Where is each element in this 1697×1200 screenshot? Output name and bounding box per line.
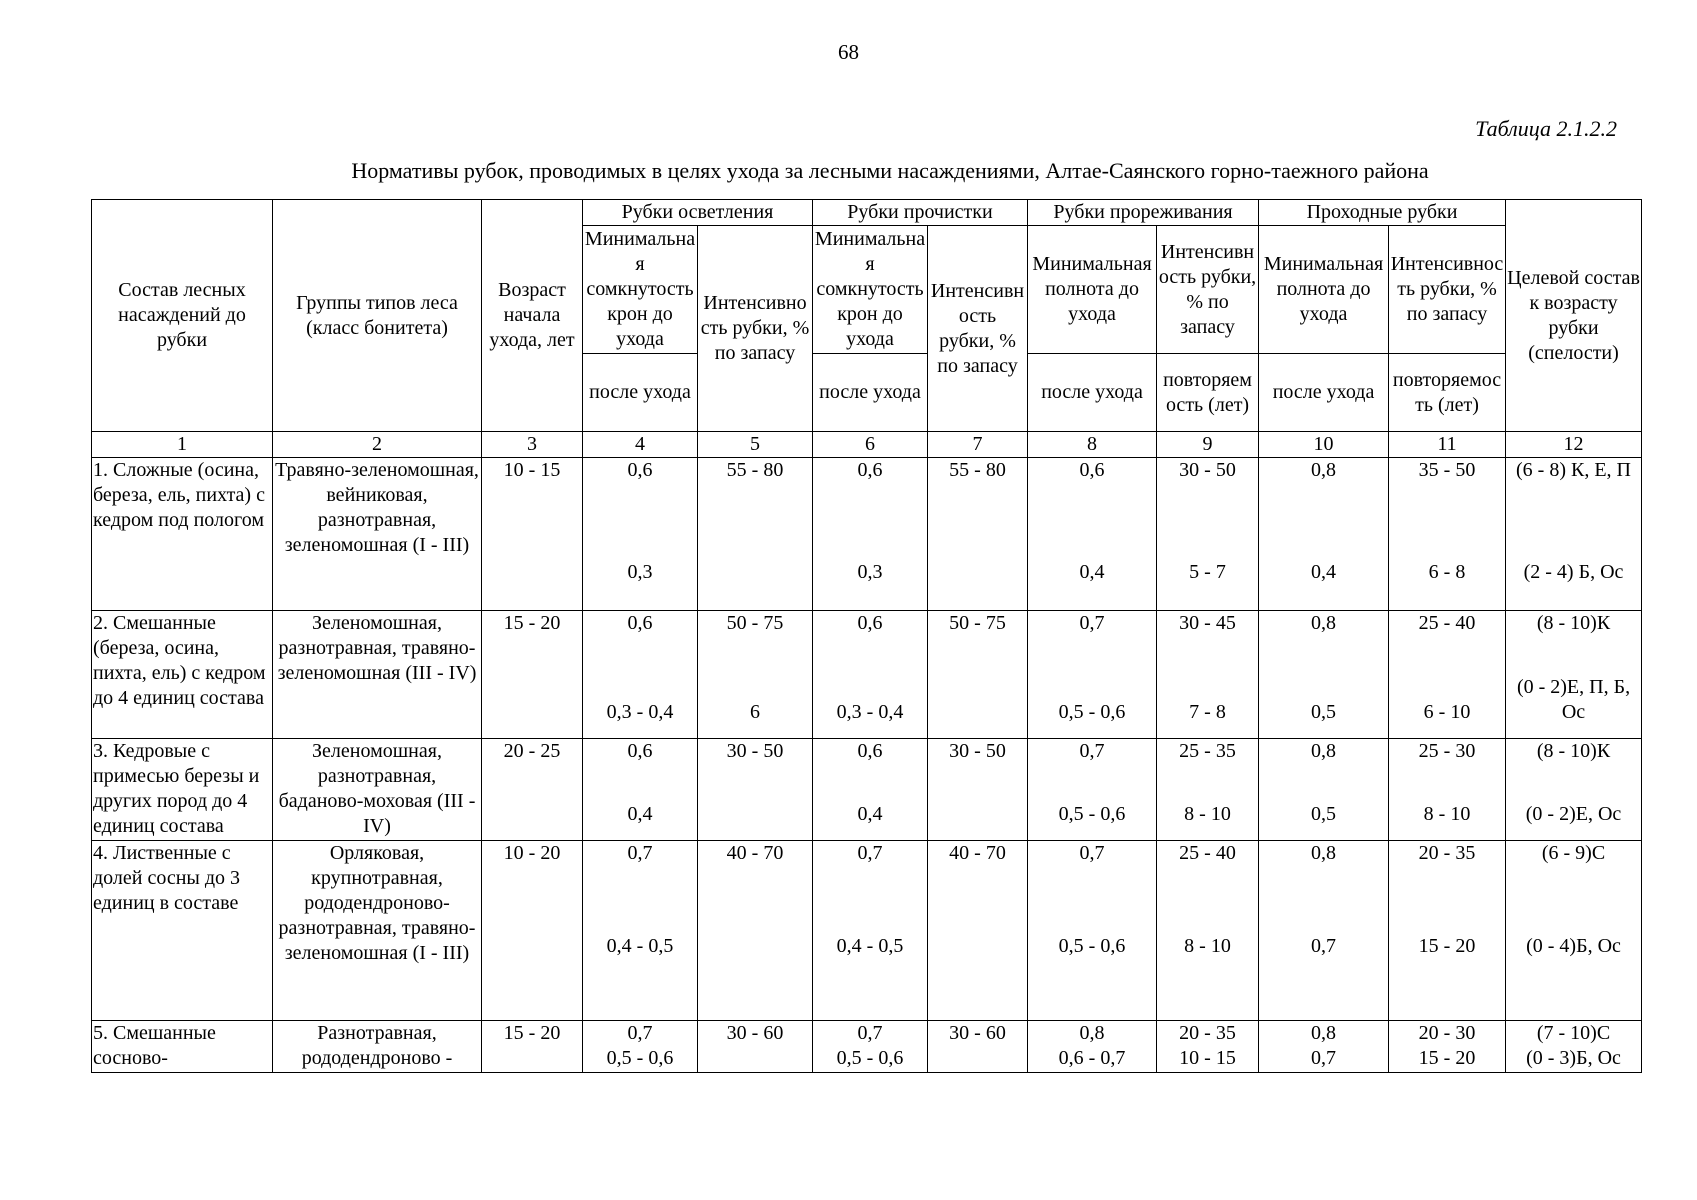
c9-value-top: 20 - 35 <box>1179 1022 1236 1044</box>
c6-cell <box>813 739 928 841</box>
c9-cell <box>1157 611 1259 739</box>
c12-value-bottom: (0 - 2)Е, П, Б, Ос <box>1516 676 1631 723</box>
c4-value-bottom: 0,4 - 0,5 <box>606 935 674 957</box>
c11-value-top: 35 - 50 <box>1418 459 1476 481</box>
c9-value-bottom: 7 - 8 <box>1189 701 1226 723</box>
c9-cell <box>1157 739 1259 841</box>
c5-cell <box>698 739 813 841</box>
c8-value-bottom: 0,5 - 0,6 <box>1058 701 1126 723</box>
c6-cell <box>813 458 928 611</box>
c10-value-bottom: 0,7 <box>1311 1047 1337 1069</box>
c8-cell <box>1028 841 1157 1021</box>
c11-value-top: 25 - 40 <box>1418 612 1476 634</box>
column-number: 2 <box>273 432 482 458</box>
c7-value-top: 50 - 75 <box>949 612 1006 634</box>
c5-cell <box>698 1021 813 1073</box>
c10-value-top: 0,8 <box>1311 740 1337 762</box>
c12-value-top: (8 - 10)К <box>1536 740 1611 762</box>
c5-cell <box>698 458 813 611</box>
c10-value-top: 0,8 <box>1311 459 1337 481</box>
c8-value-bottom: 0,6 - 0,7 <box>1058 1047 1126 1069</box>
c8-cell <box>1028 739 1157 841</box>
c10-cell <box>1259 458 1389 611</box>
c4-value-top: 0,6 <box>627 459 653 481</box>
header-c10-top: Минимальная полнота до ухода <box>1259 226 1389 354</box>
c11-cell <box>1389 611 1506 739</box>
column-number: 10 <box>1259 432 1389 458</box>
c4-value-top: 0,6 <box>627 740 653 762</box>
c12-cell <box>1506 611 1642 739</box>
norms-table <box>91 199 1642 1073</box>
c6-value-bottom: 0,3 <box>857 561 883 583</box>
forest-types-cell: Зеленомошная, разнотравная, баданово-моховая (III - IV) <box>273 739 482 841</box>
c9-cell <box>1157 1021 1259 1073</box>
c7-value-top: 40 - 70 <box>949 842 1006 864</box>
c7-value-top: 30 - 60 <box>949 1022 1006 1044</box>
forest-types-cell: Травяно-зеленомошная, вейниковая, разнотравная, зеленомошная (I - III) <box>273 458 482 611</box>
c9-value-bottom: 8 - 10 <box>1184 935 1231 957</box>
c5-value-top: 30 - 50 <box>726 740 784 762</box>
header-c11-bottom: повторяемость (лет) <box>1389 354 1506 432</box>
c9-cell <box>1157 841 1259 1021</box>
c9-value-bottom: 10 - 15 <box>1179 1047 1236 1069</box>
c12-value-bottom: (2 - 4) Б, Ос <box>1523 561 1624 583</box>
header-c4-top: Минимальная сомкнутость крон до ухода <box>583 226 698 354</box>
column-number: 8 <box>1028 432 1157 458</box>
c9-value-bottom: 8 - 10 <box>1184 803 1231 825</box>
start-age-cell: 10 - 20 <box>482 841 583 1021</box>
c8-value-bottom: 0,4 <box>1079 561 1105 583</box>
c10-value-bottom: 0,5 <box>1311 701 1337 723</box>
c7-cell <box>928 739 1028 841</box>
c4-cell <box>583 841 698 1021</box>
c11-cell <box>1389 841 1506 1021</box>
c12-value-bottom: (0 - 2)Е, Ос <box>1525 803 1622 825</box>
header-forest-types: Группы типов леса (класс бонитета) <box>273 200 482 432</box>
header-group-prochistki: Рубки прочистки <box>813 200 1028 226</box>
c11-value-bottom: 15 - 20 <box>1418 935 1476 957</box>
c6-cell <box>813 841 928 1021</box>
table-row <box>92 1021 1642 1073</box>
c12-value-top: (7 - 10)С <box>1536 1022 1611 1044</box>
start-age-cell: 15 - 20 <box>482 611 583 739</box>
header-c9-bottom: повторяемость (лет) <box>1157 354 1259 432</box>
c7-cell <box>928 1021 1028 1073</box>
c6-value-top: 0,6 <box>857 740 883 762</box>
c11-value-bottom: 6 - 8 <box>1428 561 1466 583</box>
column-number: 12 <box>1506 432 1642 458</box>
composition-cell: 3. Кедровые с примесью березы и других пород до 4 единиц состава <box>92 739 273 841</box>
c11-value-top: 20 - 30 <box>1418 1022 1476 1044</box>
header-c6-top: Минимальная сомкнутость крон до ухода <box>813 226 928 354</box>
c8-value-bottom: 0,5 - 0,6 <box>1058 803 1126 825</box>
c8-value-top: 0,7 <box>1079 842 1105 864</box>
c5-cell <box>698 611 813 739</box>
c6-cell <box>813 1021 928 1073</box>
c10-cell <box>1259 611 1389 739</box>
c10-value-top: 0,8 <box>1311 842 1337 864</box>
c11-value-bottom: 6 - 10 <box>1423 701 1471 723</box>
column-number: 5 <box>698 432 813 458</box>
table-row <box>92 611 1642 739</box>
header-c4-bottom: после ухода <box>583 354 698 432</box>
c6-cell <box>813 611 928 739</box>
composition-cell: 5. Смешанные сосново- <box>92 1021 273 1073</box>
c9-cell <box>1157 458 1259 611</box>
header-c10-bottom: после ухода <box>1259 354 1389 432</box>
c6-value-bottom: 0,5 - 0,6 <box>836 1047 904 1069</box>
c4-cell <box>583 739 698 841</box>
c12-cell <box>1506 458 1642 611</box>
header-group-osvetleniya: Рубки осветления <box>583 200 813 226</box>
c8-value-bottom: 0,5 - 0,6 <box>1058 935 1126 957</box>
c9-value-top: 25 - 40 <box>1179 842 1236 864</box>
c8-value-top: 0,7 <box>1079 740 1105 762</box>
c10-cell <box>1259 1021 1389 1073</box>
c4-value-bottom: 0,5 - 0,6 <box>606 1047 674 1069</box>
start-age-cell: 15 - 20 <box>482 1021 583 1073</box>
c12-value-top: (8 - 10)К <box>1536 612 1611 634</box>
c6-value-bottom: 0,4 - 0,5 <box>836 935 904 957</box>
c10-value-bottom: 0,4 <box>1311 561 1337 583</box>
c5-value-bottom: 6 <box>750 701 760 723</box>
header-target-composition: Целевой состав к возрасту рубки (спелости) <box>1506 200 1642 432</box>
c10-value-bottom: 0,7 <box>1311 935 1337 957</box>
c5-value-top: 30 - 60 <box>726 1022 784 1044</box>
c10-cell <box>1259 841 1389 1021</box>
column-number: 11 <box>1389 432 1506 458</box>
header-c6-bottom: после ухода <box>813 354 928 432</box>
column-number: 1 <box>92 432 273 458</box>
c6-value-top: 0,7 <box>857 842 883 864</box>
start-age-cell: 10 - 15 <box>482 458 583 611</box>
c5-value-top: 40 - 70 <box>726 842 784 864</box>
c11-cell <box>1389 1021 1506 1073</box>
header-c8-top: Минимальная полнота до ухода <box>1028 226 1157 354</box>
c6-value-bottom: 0,4 <box>857 803 883 825</box>
c12-value-top: (6 - 8) К, Е, П <box>1516 459 1631 481</box>
c6-value-top: 0,7 <box>857 1022 883 1044</box>
c11-value-top: 25 - 30 <box>1418 740 1476 762</box>
table-row <box>92 739 1642 841</box>
c12-cell <box>1506 1021 1642 1073</box>
c7-value-top: 30 - 50 <box>949 740 1006 762</box>
start-age-cell: 20 - 25 <box>482 739 583 841</box>
c7-value-top: 55 - 80 <box>949 459 1006 481</box>
table-label: Таблица 2.1.2.2 <box>1475 116 1617 141</box>
c10-value-bottom: 0,5 <box>1311 803 1337 825</box>
column-number: 3 <box>482 432 583 458</box>
c8-value-top: 0,6 <box>1079 459 1105 481</box>
c11-cell <box>1389 458 1506 611</box>
c10-value-top: 0,8 <box>1311 1022 1337 1044</box>
c7-cell <box>928 458 1028 611</box>
column-number: 6 <box>813 432 928 458</box>
header-c11-top: Интенсивность рубки, % по запасу <box>1389 226 1506 354</box>
header-group-prokhodnye: Проходные рубки <box>1259 200 1506 226</box>
c12-cell <box>1506 841 1642 1021</box>
c9-value-top: 25 - 35 <box>1179 740 1236 762</box>
header-c9-top: Интенсивность рубки, % по запасу <box>1157 226 1259 354</box>
c11-value-bottom: 15 - 20 <box>1418 1047 1476 1069</box>
c4-value-bottom: 0,3 <box>627 561 653 583</box>
header-start-age: Возраст начала ухода, лет <box>482 200 583 432</box>
c4-cell <box>583 611 698 739</box>
c10-cell <box>1259 739 1389 841</box>
column-number: 4 <box>583 432 698 458</box>
c9-value-bottom: 5 - 7 <box>1189 561 1226 583</box>
column-number: 7 <box>928 432 1028 458</box>
c11-value-bottom: 8 - 10 <box>1423 803 1471 825</box>
composition-cell: 4. Лиственные с долей сосны до 3 единиц в составе <box>92 841 273 1021</box>
forest-types-cell: Разнотравная, рододендроново - <box>273 1021 482 1073</box>
c12-value-top: (6 - 9)С <box>1541 842 1606 864</box>
c8-cell <box>1028 458 1157 611</box>
forest-types-cell: Зеленомошная, разнотравная, травяно-зеленомошная (III - IV) <box>273 611 482 739</box>
header-c5: Интенсивность рубки, % по запасу <box>698 226 813 432</box>
column-number: 9 <box>1157 432 1259 458</box>
c4-value-top: 0,7 <box>627 1022 653 1044</box>
c10-value-top: 0,8 <box>1311 612 1337 634</box>
c6-value-top: 0,6 <box>857 612 883 634</box>
c5-value-top: 50 - 75 <box>726 612 784 634</box>
c5-cell <box>698 841 813 1021</box>
header-group-prorezhivaniya: Рубки прореживания <box>1028 200 1259 226</box>
c8-value-top: 0,7 <box>1079 612 1105 634</box>
header-c7: Интенсивность рубки, % по запасу <box>928 226 1028 432</box>
c9-value-top: 30 - 45 <box>1179 612 1236 634</box>
header-composition: Состав лесных насаждений до рубки <box>92 200 273 432</box>
composition-cell: 1. Сложные (осина, береза, ель, пихта) с кедром под пологом <box>92 458 273 611</box>
c4-value-top: 0,6 <box>627 612 653 634</box>
table-row <box>92 841 1642 1021</box>
c11-value-top: 20 - 35 <box>1418 842 1476 864</box>
table-row <box>92 458 1642 611</box>
table-title: Нормативы рубок, проводимых в целях ухода за лесными насаждениями, Алтае-Саянского горно-таежного района <box>351 158 1429 183</box>
c6-value-top: 0,6 <box>857 459 883 481</box>
c12-value-bottom: (0 - 3)Б, Ос <box>1526 1047 1621 1069</box>
c12-cell <box>1506 739 1642 841</box>
c8-cell <box>1028 611 1157 739</box>
c5-value-top: 55 - 80 <box>726 459 784 481</box>
c6-value-bottom: 0,3 - 0,4 <box>836 701 904 723</box>
c8-cell <box>1028 1021 1157 1073</box>
forest-types-cell: Орляковая, крупнотравная, рододендроново-разнотравная, травяно-зеленомошная (I - III) <box>273 841 482 1021</box>
composition-cell: 2. Смешанные (береза, осина, пихта, ель) с кедром до 4 единиц состава <box>92 611 273 739</box>
c12-value-bottom: (0 - 4)Б, Ос <box>1526 935 1621 957</box>
header-c8-bottom: после ухода <box>1028 354 1157 432</box>
c9-value-top: 30 - 50 <box>1179 459 1236 481</box>
c4-value-bottom: 0,4 <box>627 803 653 825</box>
c4-value-top: 0,7 <box>627 842 653 864</box>
c8-value-top: 0,8 <box>1079 1022 1105 1044</box>
c7-cell <box>928 611 1028 739</box>
c4-value-bottom: 0,3 - 0,4 <box>606 701 674 723</box>
c11-cell <box>1389 739 1506 841</box>
c7-cell <box>928 841 1028 1021</box>
page-number: 68 <box>838 40 859 64</box>
c4-cell <box>583 1021 698 1073</box>
c4-cell <box>583 458 698 611</box>
